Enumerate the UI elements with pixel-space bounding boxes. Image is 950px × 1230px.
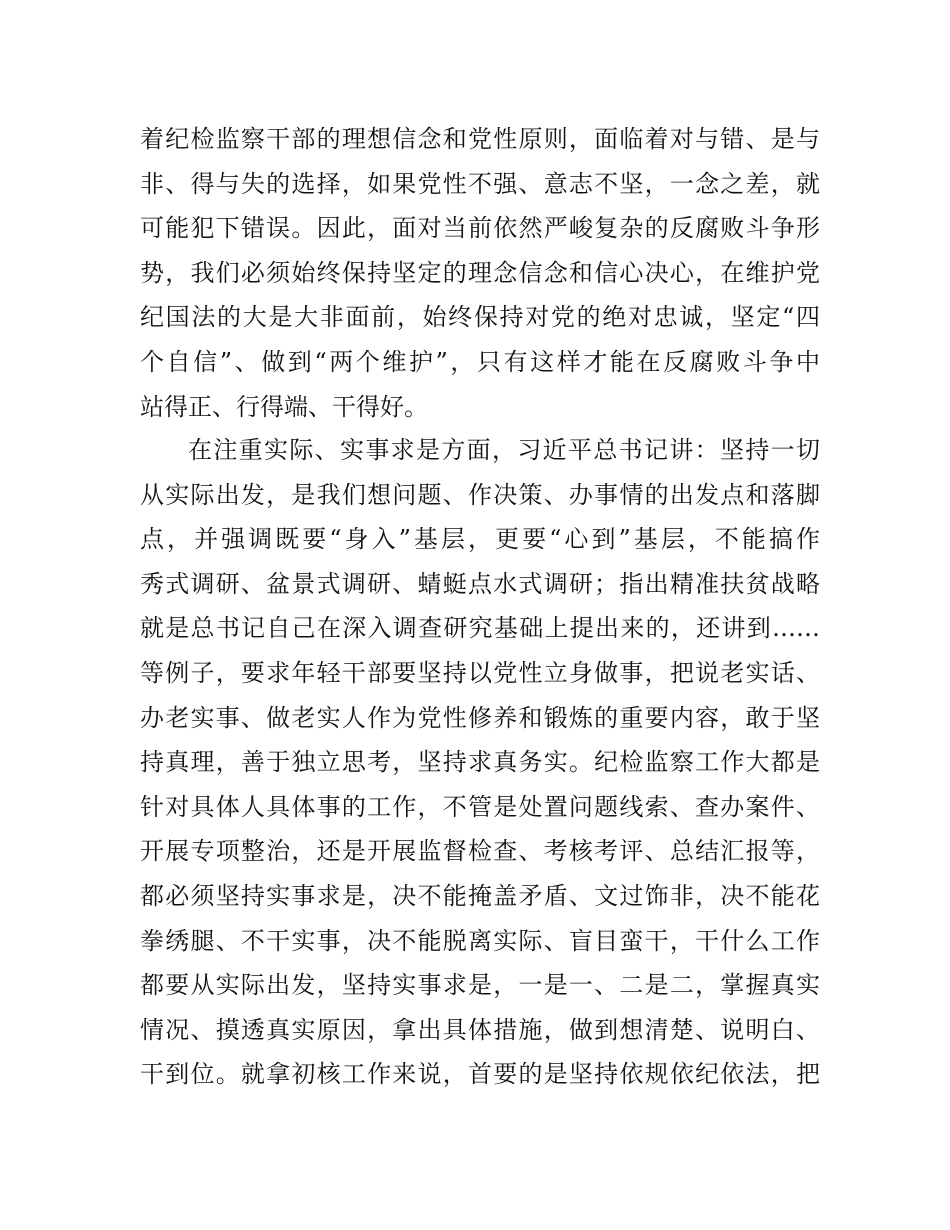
text-line: 开展专项整治，还是开展监督检查、考核考评、总结汇报等， xyxy=(140,837,820,866)
text-line: 可能犯下错误。因此，面对当前依然严峻复杂的反腐败斗争形 xyxy=(140,214,820,243)
paragraph-1 xyxy=(140,117,820,429)
text-line: 情况、摸透真实原因，拿出具体措施，做到想清楚、说明白、 xyxy=(140,1015,820,1044)
text-line: 拳绣腿、不干实事，决不能脱离实际、盲目蛮干，干什么工作 xyxy=(140,926,820,955)
text-line: 都必须坚持实事求是，决不能掩盖矛盾、文过饰非，决不能花 xyxy=(140,881,820,910)
text-line: 持真理，善于独立思考，坚持求真务实。纪检监察工作大都是 xyxy=(140,748,820,777)
text-line: 从实际出发，是我们想问题、作决策、办事情的出发点和落脚 xyxy=(140,480,820,509)
text-line: 办老实事、做老实人作为党性修养和锻炼的重要内容，敢于坚 xyxy=(140,703,820,732)
text-line: 干到位。就拿初核工作来说，首要的是坚持依规依纪依法，把 xyxy=(140,1060,820,1089)
text-line: 针对具体人具体事的工作，不管是处置问题线索、查办案件、 xyxy=(140,792,820,821)
text-line: 都要从实际出发，坚持实事求是，一是一、二是二，掌握真实 xyxy=(140,971,820,1000)
text-line: 非、得与失的选择，如果党性不强、意志不坚，一念之差，就 xyxy=(140,169,820,198)
text-line: 站得正、行得端、干得好。 xyxy=(140,392,428,421)
text-line: 纪国法的大是大非面前，始终保持对党的绝对忠诚，坚定“四 xyxy=(140,303,820,332)
paragraph-2 xyxy=(140,428,820,1097)
text-line: 个自信”、做到“两个维护”，只有这样才能在反腐败斗争中 xyxy=(140,347,820,376)
text-line: 在注重实际、实事求是方面，习近平总书记讲：坚持一切 xyxy=(188,436,820,464)
text-line: 势，我们必须始终保持坚定的理念信念和信心决心，在维护党 xyxy=(140,258,820,287)
text-line: 点，并强调既要“身入”基层，更要“心到”基层，不能搞作 xyxy=(140,525,820,554)
text-line: 着纪检监察干部的理想信念和党性原则，面临着对与错、是与 xyxy=(140,125,820,153)
text-line: 就是总书记自己在深入调查研究基础上提出来的，还讲到…… xyxy=(140,614,820,643)
text-line: 等例子，要求年轻干部要坚持以党性立身做事，把说老实话、 xyxy=(140,658,820,687)
text-line: 秀式调研、盆景式调研、蜻蜓点水式调研；指出精准扶贫战略 xyxy=(140,569,820,598)
